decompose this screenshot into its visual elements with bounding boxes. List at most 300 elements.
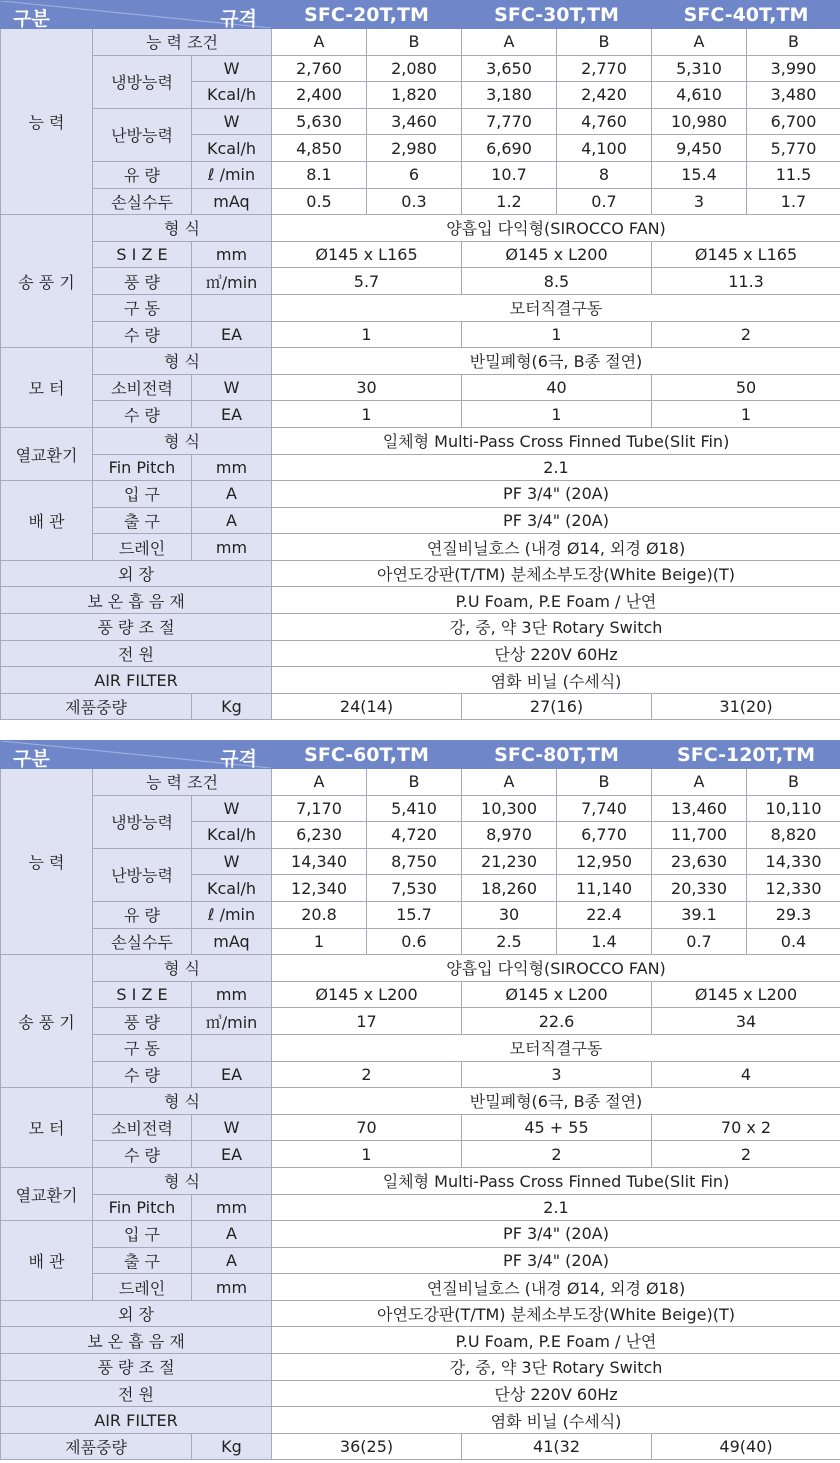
cooling-kcal-value: 6,770: [557, 822, 652, 849]
unit-label: ㎥/min: [192, 1008, 272, 1035]
fan-type-label: 형 식: [93, 215, 272, 242]
head-loss-value: 2.5: [462, 928, 557, 955]
fan-type-value: 양흡입 다익형(SIROCCO FAN): [272, 215, 840, 242]
heating-w-value: 23,630: [652, 848, 747, 875]
cooling-w-value: 10,300: [462, 795, 557, 822]
heating-kcal-value: 7,530: [367, 875, 462, 902]
head-loss-label: 손실수두: [93, 928, 192, 955]
motor-qty-label: 수 량: [93, 1141, 192, 1168]
condition-value: A: [462, 29, 557, 56]
fan-size-value: Ø145 x L200: [462, 241, 652, 268]
motor-power-value: 50: [652, 374, 840, 401]
condition-value: B: [367, 29, 462, 56]
unit-label: Kcal/h: [192, 822, 272, 849]
cooling-kcal-value: 3,180: [462, 82, 557, 109]
fan-qty-value: 2: [272, 1061, 462, 1088]
fan-qty-value: 1: [462, 321, 652, 348]
unit-label: A: [192, 481, 272, 508]
cooling-w-value: 13,460: [652, 795, 747, 822]
table-row: [1, 614, 840, 641]
heating-w-value: 12,950: [557, 848, 652, 875]
heating-kcal-value: 12,340: [272, 875, 367, 902]
motor-qty-value: 1: [652, 401, 840, 428]
unit-label: [192, 1034, 272, 1061]
fan-qty-value: 1: [272, 321, 462, 348]
unit-label: EA: [192, 1061, 272, 1088]
head-loss-label: 손실수두: [93, 188, 192, 215]
table-row: [1, 374, 840, 401]
unit-label: mm: [192, 534, 272, 561]
fan-group-label: 송 풍 기: [1, 215, 93, 348]
air-volume-value: 8.5: [462, 268, 652, 295]
unit-label: W: [192, 374, 272, 401]
table-row: [1, 268, 840, 295]
table-row: [1, 693, 840, 720]
table-row: [1, 454, 840, 481]
motor-power-value: 70: [272, 1114, 462, 1141]
table-row: [1, 188, 840, 215]
table-row: [1, 1061, 840, 1088]
exterior-value: 아연도강판(T/TM) 분체소부도장(White Beige)(T): [272, 560, 840, 587]
table-row: [1, 667, 840, 694]
heating-kcal-value: 12,330: [747, 875, 840, 902]
heating-w-value: 3,460: [367, 108, 462, 135]
flow-value: 30: [462, 901, 557, 928]
heat-exchanger-group-label: 열교환기: [1, 1167, 93, 1220]
table-row: [1, 1274, 840, 1301]
air-volume-value: 11.3: [652, 268, 840, 295]
model-name: SFC-40T,TM: [652, 1, 840, 29]
cooling-kcal-value: 4,610: [652, 82, 747, 109]
motor-qty-label: 수 량: [93, 401, 192, 428]
motor-type-label: 형 식: [93, 1088, 272, 1115]
heating-kcal-value: 4,850: [272, 135, 367, 162]
table-row: [1, 1354, 840, 1381]
motor-power-value: 40: [462, 374, 652, 401]
table-row: [1, 481, 840, 508]
fin-pitch-value: 2.1: [272, 454, 840, 481]
head-loss-value: 1: [272, 928, 367, 955]
model-name: SFC-80T,TM: [462, 741, 652, 769]
heating-kcal-value: 5,770: [747, 135, 840, 162]
unit-label: A: [192, 507, 272, 534]
header-gubun-label: 구분: [13, 748, 50, 769]
capacity-group-label: 능 력: [1, 29, 93, 215]
drive-value: 모터직결구동: [272, 294, 840, 321]
cooling-w-value: 3,990: [747, 55, 840, 82]
flow-value: 15.4: [652, 161, 747, 188]
table-row: [1, 401, 840, 428]
insulation-label: 보 온 흡 음 재: [1, 1327, 272, 1354]
table-row: [1, 1034, 840, 1061]
cooling-w-value: 3,650: [462, 55, 557, 82]
fan-size-label: S I Z E: [93, 981, 192, 1008]
unit-label: W: [192, 795, 272, 822]
flow-value: 15.7: [367, 901, 462, 928]
flow-value: 6: [367, 161, 462, 188]
table-row: [1, 640, 840, 667]
air-volume-value: 5.7: [272, 268, 462, 295]
header-gubun-label: 구분: [13, 8, 50, 29]
table-row: [1, 294, 840, 321]
heating-w-value: 4,760: [557, 108, 652, 135]
power-supply-label: 전 원: [1, 1380, 272, 1407]
table-row: [1, 55, 840, 82]
air-volume-value: 34: [652, 1008, 840, 1035]
condition-value: A: [652, 769, 747, 796]
insulation-value: P.U Foam, P.E Foam / 난연: [272, 587, 840, 614]
motor-qty-value: 1: [462, 401, 652, 428]
outlet-value: PF 3/4" (20A): [272, 507, 840, 534]
heating-w-value: 8,750: [367, 848, 462, 875]
table-row: [1, 108, 840, 135]
cooling-capacity-label: 냉방능력: [93, 55, 192, 108]
motor-qty-value: 1: [272, 1141, 462, 1168]
inlet-value: PF 3/4" (20A): [272, 1221, 840, 1248]
cooling-w-value: 2,760: [272, 55, 367, 82]
flow-label: 유 량: [93, 161, 192, 188]
insulation-label: 보 온 흡 음 재: [1, 587, 272, 614]
outlet-label: 출 구: [93, 1247, 192, 1274]
motor-group-label: 모 터: [1, 348, 93, 428]
outlet-value: PF 3/4" (20A): [272, 1247, 840, 1274]
table-row: [1, 348, 840, 375]
motor-power-label: 소비전력: [93, 1114, 192, 1141]
table-row: [1, 901, 840, 928]
unit-label: mm: [192, 1274, 272, 1301]
air-volume-value: 22.6: [462, 1008, 652, 1035]
weight-value: 31(20): [652, 693, 840, 720]
hex-type-value: 일체형 Multi-Pass Cross Finned Tube(Slit Fin): [272, 427, 840, 454]
unit-label: mAq: [192, 188, 272, 215]
condition-value: A: [272, 29, 367, 56]
cooling-w-value: 7,170: [272, 795, 367, 822]
unit-label: A: [192, 1221, 272, 1248]
air-control-value: 강, 중, 약 3단 Rotary Switch: [272, 614, 840, 641]
heating-kcal-value: 18,260: [462, 875, 557, 902]
head-loss-value: 0.7: [557, 188, 652, 215]
exterior-value: 아연도강판(T/TM) 분체소부도장(White Beige)(T): [272, 1300, 840, 1327]
air-volume-value: 17: [272, 1008, 462, 1035]
heating-kcal-value: 20,330: [652, 875, 747, 902]
fan-size-label: S I Z E: [93, 241, 192, 268]
fan-group-label: 송 풍 기: [1, 955, 93, 1088]
unit-label: W: [192, 1114, 272, 1141]
heating-kcal-value: 11,140: [557, 875, 652, 902]
air-control-label: 풍 량 조 절: [1, 1354, 272, 1381]
model-name: SFC-30T,TM: [462, 1, 652, 29]
flow-value: 39.1: [652, 901, 747, 928]
unit-label: mm: [192, 241, 272, 268]
cooling-kcal-value: 11,700: [652, 822, 747, 849]
unit-label: EA: [192, 401, 272, 428]
condition-value: B: [747, 769, 840, 796]
table-row: [1, 161, 840, 188]
hex-type-label: 형 식: [93, 427, 272, 454]
table-row: [1, 1433, 840, 1460]
flow-value: 8.1: [272, 161, 367, 188]
drive-value: 모터직결구동: [272, 1034, 840, 1061]
condition-value: A: [272, 769, 367, 796]
condition-value: B: [367, 769, 462, 796]
table-row: [1, 427, 840, 454]
motor-power-value: 45 + 55: [462, 1114, 652, 1141]
head-loss-value: 0.6: [367, 928, 462, 955]
table-row: [1, 215, 840, 242]
cooling-w-value: 10,110: [747, 795, 840, 822]
fin-pitch-label: Fin Pitch: [93, 454, 192, 481]
unit-label: ㎥/min: [192, 268, 272, 295]
cooling-w-value: 5,310: [652, 55, 747, 82]
unit-label: EA: [192, 1141, 272, 1168]
cooling-kcal-value: 4,720: [367, 822, 462, 849]
table-row: [1, 1141, 840, 1168]
fan-size-value: Ø145 x L200: [652, 981, 840, 1008]
heating-w-value: 21,230: [462, 848, 557, 875]
table-row: [1, 1, 840, 29]
unit-label: mm: [192, 454, 272, 481]
cooling-kcal-value: 8,820: [747, 822, 840, 849]
table-row: [1, 1380, 840, 1407]
motor-type-value: 반밀폐형(6극, B종 절연): [272, 1088, 840, 1115]
fan-qty-value: 4: [652, 1061, 840, 1088]
table-row: [1, 955, 840, 982]
table-row: [1, 560, 840, 587]
hex-type-label: 형 식: [93, 1167, 272, 1194]
piping-group-label: 배 관: [1, 1221, 93, 1301]
table-row: [1, 241, 840, 268]
exterior-label: 외 장: [1, 560, 272, 587]
cooling-kcal-value: 2,420: [557, 82, 652, 109]
table-row: [1, 1114, 840, 1141]
table-row: [1, 1008, 840, 1035]
head-loss-value: 1.2: [462, 188, 557, 215]
heating-kcal-value: 9,450: [652, 135, 747, 162]
drain-value: 연질비닐호스 (내경 Ø14, 외경 Ø18): [272, 1274, 840, 1301]
condition-label: 능 력 조건: [93, 29, 272, 56]
cooling-kcal-value: 6,230: [272, 822, 367, 849]
spec-table-1: [0, 0, 840, 720]
head-loss-value: 1.7: [747, 188, 840, 215]
table-row: [1, 587, 840, 614]
table-row: [1, 1221, 840, 1248]
insulation-value: P.U Foam, P.E Foam / 난연: [272, 1327, 840, 1354]
table-row: [1, 795, 840, 822]
header-spec-label: 규격: [220, 8, 258, 29]
unit-label: Kcal/h: [192, 82, 272, 109]
weight-value: 36(25): [272, 1433, 462, 1460]
fan-size-value: Ø145 x L165: [652, 241, 840, 268]
drive-label: 구 동: [93, 1034, 192, 1061]
air-control-label: 풍 량 조 절: [1, 614, 272, 641]
condition-label: 능 력 조건: [93, 769, 272, 796]
head-loss-value: 0.3: [367, 188, 462, 215]
air-filter-value: 염화 비닐 (수세식): [272, 1407, 840, 1434]
unit-label: A: [192, 1247, 272, 1274]
table-row: [1, 769, 840, 796]
table-row: [1, 848, 840, 875]
condition-value: A: [652, 29, 747, 56]
fan-qty-label: 수 량: [93, 1061, 192, 1088]
power-supply-value: 단상 220V 60Hz: [272, 1380, 840, 1407]
heating-w-value: 7,770: [462, 108, 557, 135]
header-corner-cell: [1, 741, 272, 769]
spec-table-2: [0, 740, 840, 1460]
heating-kcal-value: 6,690: [462, 135, 557, 162]
motor-power-value: 70 x 2: [652, 1114, 840, 1141]
unit-label: Kg: [192, 1433, 272, 1460]
model-name: SFC-60T,TM: [272, 741, 462, 769]
unit-label: Kcal/h: [192, 875, 272, 902]
table-row: [1, 29, 840, 56]
table-row: [1, 1327, 840, 1354]
heating-w-value: 14,330: [747, 848, 840, 875]
model-name: SFC-20T,TM: [272, 1, 462, 29]
weight-value: 41(32: [462, 1433, 652, 1460]
condition-value: B: [747, 29, 840, 56]
air-volume-label: 풍 량: [93, 1008, 192, 1035]
inlet-label: 입 구: [93, 1221, 192, 1248]
model-name: SFC-120T,TM: [652, 741, 840, 769]
unit-label: mm: [192, 981, 272, 1008]
unit-label: Kcal/h: [192, 135, 272, 162]
hex-type-value: 일체형 Multi-Pass Cross Finned Tube(Slit Fin): [272, 1167, 840, 1194]
weight-label: 제품중량: [1, 693, 192, 720]
weight-value: 49(40): [652, 1433, 840, 1460]
cooling-w-value: 2,770: [557, 55, 652, 82]
motor-power-value: 30: [272, 374, 462, 401]
cooling-w-value: 2,080: [367, 55, 462, 82]
fan-qty-label: 수 량: [93, 321, 192, 348]
table-row: [1, 1167, 840, 1194]
power-supply-label: 전 원: [1, 640, 272, 667]
table-row: [1, 1194, 840, 1221]
flow-value: 10.7: [462, 161, 557, 188]
flow-value: 8: [557, 161, 652, 188]
fin-pitch-value: 2.1: [272, 1194, 840, 1221]
head-loss-value: 0.7: [652, 928, 747, 955]
outlet-label: 출 구: [93, 507, 192, 534]
power-supply-value: 단상 220V 60Hz: [272, 640, 840, 667]
header-corner-cell: [1, 1, 272, 29]
table-row: [1, 507, 840, 534]
unit-label: mm: [192, 1194, 272, 1221]
table-row: [1, 1247, 840, 1274]
table-row: [1, 534, 840, 561]
drain-label: 드레인: [93, 534, 192, 561]
air-control-value: 강, 중, 약 3단 Rotary Switch: [272, 1354, 840, 1381]
head-loss-value: 0.5: [272, 188, 367, 215]
cooling-w-value: 5,410: [367, 795, 462, 822]
cooling-kcal-value: 8,970: [462, 822, 557, 849]
air-filter-value: 염화 비닐 (수세식): [272, 667, 840, 694]
drive-label: 구 동: [93, 294, 192, 321]
air-volume-label: 풍 량: [93, 268, 192, 295]
flow-value: 29.3: [747, 901, 840, 928]
header-spec-label: 규격: [220, 748, 258, 769]
flow-label: 유 량: [93, 901, 192, 928]
air-filter-label: AIR FILTER: [1, 667, 272, 694]
weight-value: 27(16): [462, 693, 652, 720]
condition-value: B: [557, 769, 652, 796]
heating-w-value: 6,700: [747, 108, 840, 135]
inlet-label: 입 구: [93, 481, 192, 508]
flow-value: 11.5: [747, 161, 840, 188]
head-loss-value: 1.4: [557, 928, 652, 955]
fan-size-value: Ø145 x L200: [272, 981, 462, 1008]
table-row: [1, 321, 840, 348]
heating-capacity-label: 난방능력: [93, 108, 192, 161]
cooling-kcal-value: 3,480: [747, 82, 840, 109]
piping-group-label: 배 관: [1, 481, 93, 561]
unit-label: ℓ /min: [192, 161, 272, 188]
fan-size-value: Ø145 x L200: [462, 981, 652, 1008]
unit-label: Kg: [192, 693, 272, 720]
capacity-group-label: 능 력: [1, 769, 93, 955]
motor-qty-value: 2: [462, 1141, 652, 1168]
heating-capacity-label: 난방능력: [93, 848, 192, 901]
motor-qty-value: 1: [272, 401, 462, 428]
fan-size-value: Ø145 x L165: [272, 241, 462, 268]
unit-label: W: [192, 55, 272, 82]
motor-group-label: 모 터: [1, 1088, 93, 1168]
cooling-kcal-value: 1,820: [367, 82, 462, 109]
table-row: [1, 1407, 840, 1434]
unit-label: mAq: [192, 928, 272, 955]
fan-type-value: 양흡입 다익형(SIROCCO FAN): [272, 955, 840, 982]
exterior-label: 외 장: [1, 1300, 272, 1327]
condition-value: B: [557, 29, 652, 56]
heat-exchanger-group-label: 열교환기: [1, 427, 93, 480]
weight-value: 24(14): [272, 693, 462, 720]
head-loss-value: 0.4: [747, 928, 840, 955]
fan-type-label: 형 식: [93, 955, 272, 982]
heating-kcal-value: 4,100: [557, 135, 652, 162]
fin-pitch-label: Fin Pitch: [93, 1194, 192, 1221]
unit-label: W: [192, 108, 272, 135]
table-row: [1, 1088, 840, 1115]
fan-qty-value: 3: [462, 1061, 652, 1088]
unit-label: EA: [192, 321, 272, 348]
cooling-kcal-value: 2,400: [272, 82, 367, 109]
weight-label: 제품중량: [1, 1433, 192, 1460]
motor-qty-value: 2: [652, 1141, 840, 1168]
condition-value: A: [462, 769, 557, 796]
table-row: [1, 1300, 840, 1327]
table-row: [1, 741, 840, 769]
unit-label: [192, 294, 272, 321]
unit-label: ℓ /min: [192, 901, 272, 928]
air-filter-label: AIR FILTER: [1, 1407, 272, 1434]
drain-value: 연질비닐호스 (내경 Ø14, 외경 Ø18): [272, 534, 840, 561]
cooling-w-value: 7,740: [557, 795, 652, 822]
flow-value: 22.4: [557, 901, 652, 928]
cooling-capacity-label: 냉방능력: [93, 795, 192, 848]
motor-type-label: 형 식: [93, 348, 272, 375]
heating-w-value: 10,980: [652, 108, 747, 135]
head-loss-value: 3: [652, 188, 747, 215]
motor-power-label: 소비전력: [93, 374, 192, 401]
inlet-value: PF 3/4" (20A): [272, 481, 840, 508]
table-row: [1, 981, 840, 1008]
flow-value: 20.8: [272, 901, 367, 928]
unit-label: W: [192, 848, 272, 875]
table-row: [1, 928, 840, 955]
heating-kcal-value: 2,980: [367, 135, 462, 162]
drain-label: 드레인: [93, 1274, 192, 1301]
motor-type-value: 반밀폐형(6극, B종 절연): [272, 348, 840, 375]
heating-w-value: 14,340: [272, 848, 367, 875]
